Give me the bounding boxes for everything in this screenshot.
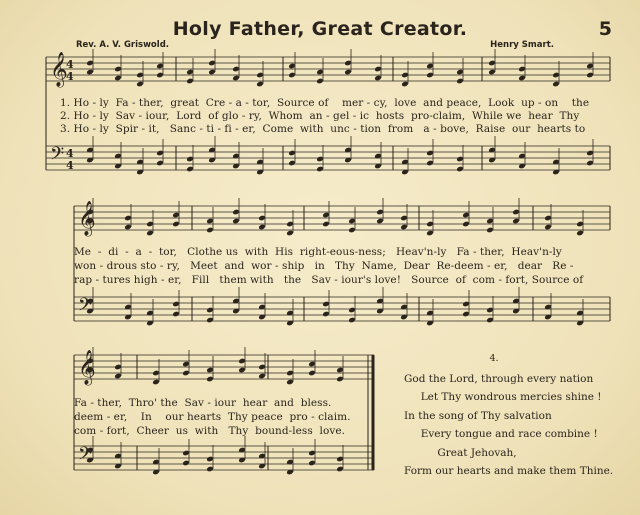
bass-clef-icon: 𝄢 xyxy=(78,444,93,469)
time-signature: 4 xyxy=(66,70,74,83)
lyric-line: 1. Ho - ly Fa - ther, great Cre - a - tor, Source of mer - cy, love and peace, Look up - on the xyxy=(60,97,590,109)
time-signature: 4 xyxy=(66,159,74,172)
verse-number: 4. xyxy=(489,353,499,364)
lyric-line: 2. Ho - ly Sav - iour, Lord of glo - ry, Whom an - gel - ic hosts pro-claim, While we hear Thy xyxy=(60,110,580,122)
bass-clef-icon: 𝄢 xyxy=(50,144,65,169)
page-number: 5 xyxy=(598,18,612,40)
lyric-line: won - drous sto - ry, Meet and wor - ship in Thy Name, Dear Re-deem - er, dear Re - xyxy=(74,260,574,272)
verse-line: Every tongue and race combine ! xyxy=(404,428,598,441)
verse-4 xyxy=(404,353,624,480)
lyric-line: rap - tures high - er, Fill them with the Sav - iour's love! Source of com - fort, Source of xyxy=(74,274,584,286)
lyric-line: deem - er, In our hearts Thy peace pro - claim. xyxy=(74,411,351,423)
treble-clef-icon: 𝄞 xyxy=(78,350,96,385)
time-signature: 4 xyxy=(66,147,74,160)
verse-line: In the song of Thy salvation xyxy=(404,409,552,422)
verse-line: Form our hearts and make them Thine. xyxy=(404,465,614,478)
verse-line: Great Jehovah, xyxy=(404,446,517,459)
bass-clef-icon: 𝄢 xyxy=(78,295,93,320)
lyric-line: 3. Ho - ly Spir - it, Sanc - ti - fi - er, Come with unc - tion from a - bove, Raise our hearts to xyxy=(60,123,586,135)
time-signature: 4 xyxy=(66,58,74,71)
verse-line: God the Lord, through every nation xyxy=(404,373,594,385)
lyric-line: Me - di - a - tor, Clothe us with His right-eous-ness; Heav'n-ly Fa - ther, Heav'n-ly xyxy=(74,246,562,258)
verse-line: Let Thy wondrous mercies shine ! xyxy=(404,391,602,404)
treble-clef-icon: 𝄞 xyxy=(50,52,68,87)
treble-clef-icon: 𝄞 xyxy=(78,201,96,236)
lyric-line: Fa - ther, Thro' the Sav - iour hear and bless. xyxy=(74,397,332,409)
hymn-title: Holy Father, Great Creator. xyxy=(172,18,468,40)
author-credit: Rev. A. V. Griswold. xyxy=(76,40,170,50)
composer-credit: Henry Smart. xyxy=(490,40,554,50)
lyric-line: com - fort, Cheer us with Thy bound-less love. xyxy=(74,425,345,437)
